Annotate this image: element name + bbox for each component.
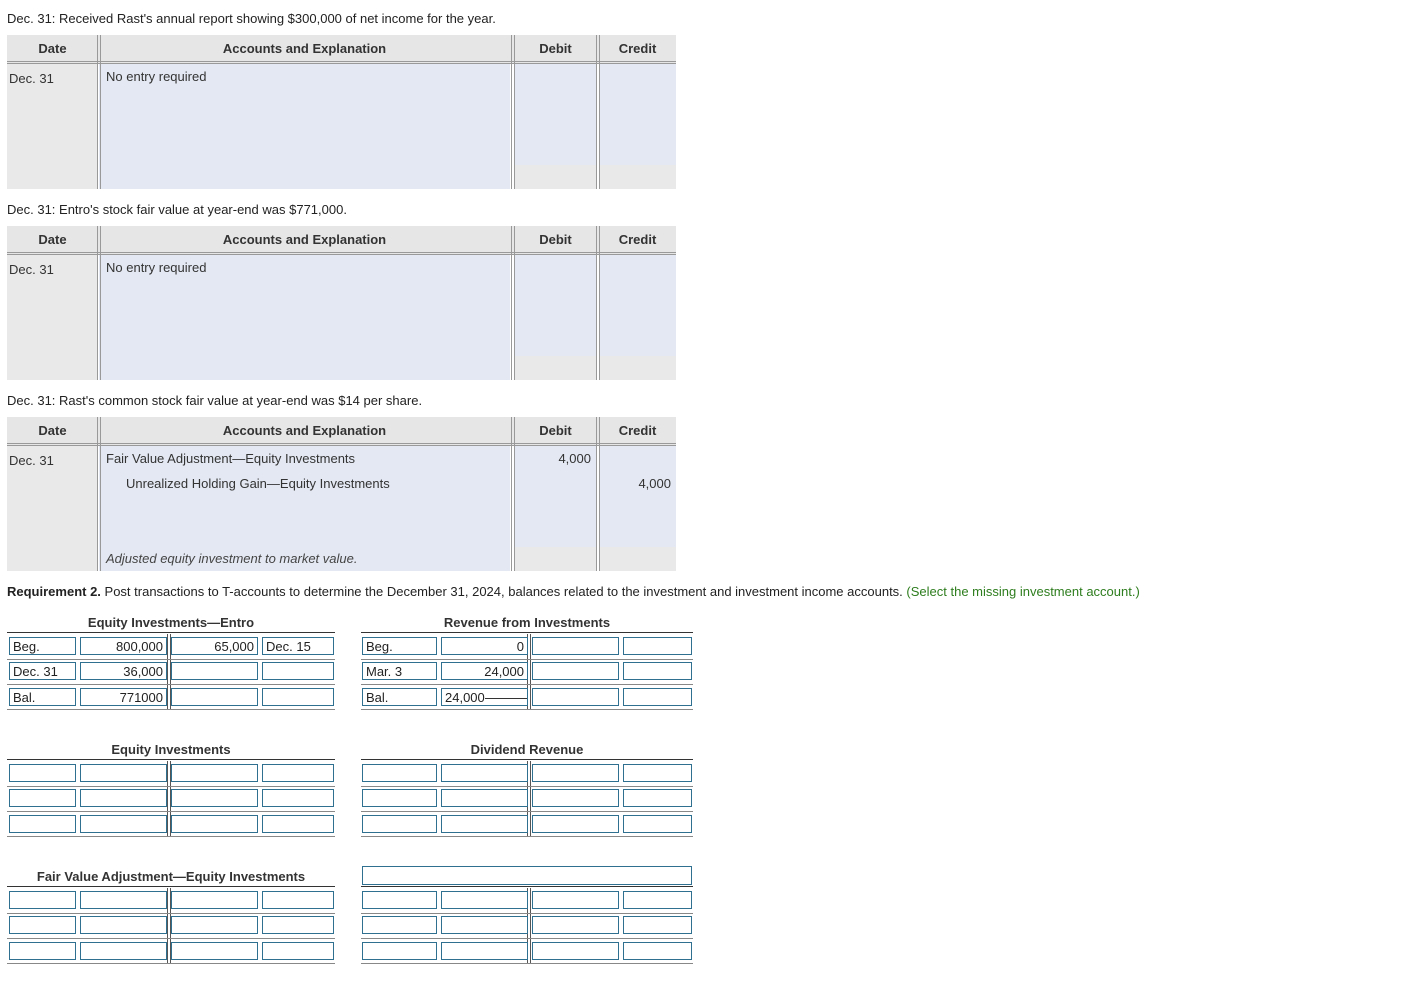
debit-cell[interactable]: [514, 255, 597, 356]
journal-header: [7, 417, 676, 446]
tacct-amount-value: 24,000: [445, 690, 485, 705]
taccount-title-equity-entro: Equity Investments—Entro: [87, 615, 255, 630]
tacct-amount-input[interactable]: [80, 891, 167, 909]
header-date: Date: [38, 423, 67, 438]
requirement-hint: (Select the missing investment account.): [902, 584, 1140, 599]
tacct-date-input[interactable]: [9, 942, 76, 960]
tacct-date-input[interactable]: Dec. 31: [9, 662, 76, 680]
tacct-amount-input[interactable]: [171, 789, 258, 807]
tacct-amount-input[interactable]: [80, 815, 167, 833]
tacct-amount-input[interactable]: [532, 764, 619, 782]
journal-table-3: [7, 417, 676, 571]
tacct-date-input[interactable]: [262, 688, 334, 706]
date-cell: [7, 255, 98, 380]
credit-cell[interactable]: [599, 64, 676, 165]
tacct-amount-input[interactable]: 771000: [80, 688, 167, 706]
tacct-date-input[interactable]: Beg.: [9, 637, 76, 655]
tacct-date-input[interactable]: [623, 789, 692, 807]
tacct-date-input[interactable]: Bal.: [362, 688, 437, 706]
tacct-amount-input[interactable]: [171, 764, 258, 782]
date-cell: [7, 446, 98, 571]
header-accounts: Accounts and Explanation: [222, 232, 387, 247]
debit-cell[interactable]: [514, 64, 597, 165]
requirement-label: Requirement 2.: [7, 584, 101, 599]
tacct-amount-input[interactable]: 65,000: [171, 637, 258, 655]
tacct-amount-input[interactable]: [171, 942, 258, 960]
question-2: Dec. 31: Entro's stock fair value at year-end was $771,000.: [7, 202, 347, 217]
entry-text: No entry required: [106, 69, 207, 84]
requirement-text: [7, 584, 1140, 599]
tacct-date-input[interactable]: Bal.: [9, 688, 76, 706]
tacct-amount-input[interactable]: [441, 789, 528, 807]
credit-cell[interactable]: [599, 446, 676, 547]
entry-date: Dec. 31: [9, 262, 54, 277]
missing-account-select[interactable]: [362, 866, 692, 885]
header-debit: Debit: [539, 232, 572, 247]
tacct-amount-input[interactable]: [80, 764, 167, 782]
tacct-amount-input[interactable]: [532, 688, 619, 706]
tacct-date-input[interactable]: [623, 688, 692, 706]
tacct-amount-input[interactable]: [441, 764, 528, 782]
debit-account: Fair Value Adjustment—Equity Investments: [106, 451, 356, 466]
tacct-amount-input[interactable]: [532, 891, 619, 909]
tacct-date-input[interactable]: [362, 789, 437, 807]
tacct-amount-input[interactable]: 24,000: [441, 662, 528, 680]
tacct-date-input[interactable]: [9, 789, 76, 807]
credit-cell[interactable]: [599, 255, 676, 356]
tacct-amount-input[interactable]: [441, 942, 528, 960]
header-credit: Credit: [618, 423, 657, 438]
taccount-title-dividend-revenue: Dividend Revenue: [470, 742, 584, 757]
entry-text: No entry required: [106, 260, 207, 275]
tacct-date-input[interactable]: [9, 764, 76, 782]
tacct-date-input[interactable]: [262, 764, 334, 782]
tacct-date-input[interactable]: [9, 891, 76, 909]
entry-date: Dec. 31: [9, 71, 54, 86]
tacct-amount-input[interactable]: [171, 815, 258, 833]
tacct-date-input[interactable]: [9, 815, 76, 833]
tacct-amount-input[interactable]: [171, 891, 258, 909]
header-debit: Debit: [539, 423, 572, 438]
tacct-date-input[interactable]: [362, 815, 437, 833]
text-cursor-line: [485, 698, 527, 699]
account-cell[interactable]: [99, 446, 510, 571]
journal-table-1: [7, 35, 676, 189]
account-cell[interactable]: [99, 255, 510, 380]
tacct-amount-input[interactable]: [171, 916, 258, 934]
tacct-date-input[interactable]: [623, 662, 692, 680]
tacct-date-input[interactable]: [262, 815, 334, 833]
tacct-amount-input[interactable]: [441, 916, 528, 934]
header-date: Date: [38, 41, 67, 56]
header-date: Date: [38, 232, 67, 247]
entry-date: Dec. 31: [9, 453, 54, 468]
tacct-date-input[interactable]: Dec. 15: [262, 637, 334, 655]
tacct-amount-input[interactable]: [171, 688, 258, 706]
tacct-amount-input[interactable]: 36,000: [80, 662, 167, 680]
tacct-amount-input[interactable]: [441, 815, 528, 833]
tacct-amount-input[interactable]: [532, 916, 619, 934]
tacct-date-input[interactable]: [623, 942, 692, 960]
question-3: Dec. 31: Rast's common stock fair value at year-end was $14 per share.: [7, 393, 423, 408]
header-accounts: Accounts and Explanation: [222, 41, 387, 56]
requirement-body: Post transactions to T-accounts to determine the December 31, 2024, balances related to the investment and investment income accounts.: [100, 584, 903, 599]
credit-amount: 4,000: [638, 476, 671, 491]
tacct-amount-input[interactable]: 800,000: [80, 637, 167, 655]
tacct-date-input[interactable]: [262, 916, 334, 934]
journal-table-2: [7, 226, 676, 380]
tacct-amount-input[interactable]: [532, 942, 619, 960]
journal-header: [7, 35, 676, 64]
tacct-date-input[interactable]: [362, 764, 437, 782]
tacct-date-input[interactable]: [362, 942, 437, 960]
tacct-date-input[interactable]: [623, 815, 692, 833]
date-cell: [7, 64, 98, 189]
taccount-title-equity-investments: Equity Investments: [111, 742, 231, 757]
tacct-amount-input[interactable]: [532, 662, 619, 680]
tacct-amount-input[interactable]: [80, 916, 167, 934]
tacct-amount-input[interactable]: [80, 942, 167, 960]
account-cell[interactable]: [99, 64, 510, 189]
credit-account: Unrealized Holding Gain—Equity Investments: [126, 476, 390, 491]
tacct-date-input[interactable]: [623, 637, 692, 655]
tacct-amount-input[interactable]: [171, 662, 258, 680]
tacct-amount-input[interactable]: [532, 815, 619, 833]
taccount-title-revenue: Revenue from Investments: [443, 615, 611, 630]
tacct-date-input[interactable]: [623, 764, 692, 782]
tacct-date-input[interactable]: [362, 916, 437, 934]
tacct-date-input[interactable]: [623, 891, 692, 909]
tacct-date-input[interactable]: Mar. 3: [362, 662, 437, 680]
tacct-date-input[interactable]: [9, 916, 76, 934]
debit-cell[interactable]: [514, 446, 597, 547]
tacct-amount-input-editing[interactable]: [441, 688, 528, 706]
header-accounts: Accounts and Explanation: [222, 423, 387, 438]
tacct-date-input[interactable]: [262, 891, 334, 909]
tacct-amount-input[interactable]: [80, 789, 167, 807]
question-1: Dec. 31: Received Rast's annual report showing $300,000 of net income for the year.: [7, 11, 496, 26]
tacct-date-input[interactable]: [623, 916, 692, 934]
tacct-date-input[interactable]: [362, 891, 437, 909]
tacct-date-input[interactable]: [262, 789, 334, 807]
header-debit: Debit: [539, 41, 572, 56]
debit-amount: 4,000: [558, 451, 591, 466]
tacct-amount-input[interactable]: [532, 789, 619, 807]
entry-explanation: Adjusted equity investment to market value.: [106, 551, 358, 566]
taccount-title-fair-value-adjustment: Fair Value Adjustment—Equity Investments: [36, 869, 306, 884]
tacct-date-input[interactable]: Beg.: [362, 637, 437, 655]
tacct-date-input[interactable]: [262, 662, 334, 680]
tacct-amount-input[interactable]: [441, 891, 528, 909]
header-credit: Credit: [618, 41, 657, 56]
header-credit: Credit: [618, 232, 657, 247]
tacct-amount-input[interactable]: 0: [441, 637, 528, 655]
tacct-date-input[interactable]: [262, 942, 334, 960]
journal-header: [7, 226, 676, 255]
tacct-amount-input[interactable]: [532, 637, 619, 655]
